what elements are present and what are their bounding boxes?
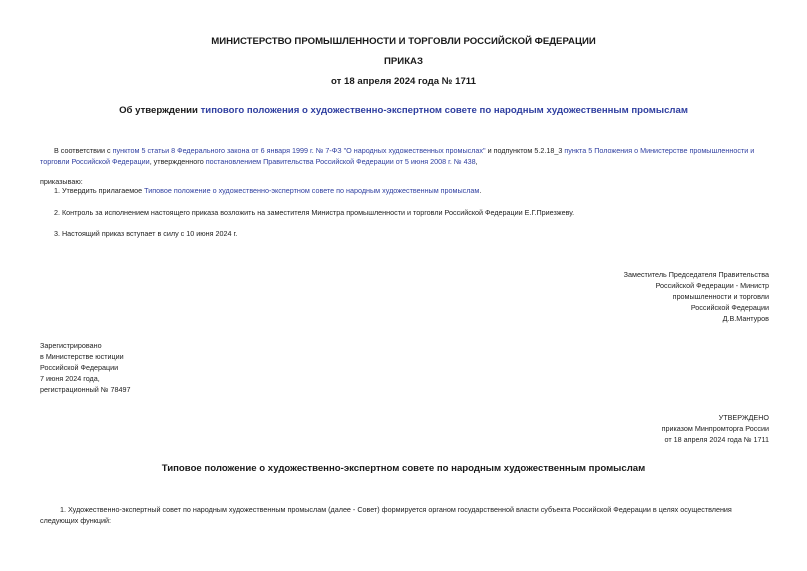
- order-item-1-text: 1. Утвердить прилагаемое: [54, 186, 145, 195]
- document-title-link[interactable]: типового положения о художественно-экспертном совете по народным художественным промыслам: [200, 105, 688, 116]
- approval-block: [662, 412, 769, 445]
- registration-line-3: Российской Федерации: [40, 363, 119, 372]
- preamble-text-2: и подпунктом 5.2.18_3: [485, 146, 565, 155]
- typical-regulation-link[interactable]: Типовое положение о художественно-экспертном совете по народным художественным промыслам: [144, 186, 480, 195]
- signature-line-2: Российской Федерации - Министр: [655, 281, 769, 290]
- approval-line-1: УТВЕРЖДЕНО: [718, 413, 769, 422]
- order-item-2: 2. Контроль за исполнением настоящего приказа возложить на заместителя Министра промышленности и торговли Российской Федерации Е.Г.Приезжеву.: [54, 208, 575, 217]
- federal-law-link[interactable]: пунктом 5 статьи 8 Федерального закона от 6 января 1999 г. № 7-ФЗ "О народных художественных промыслах": [112, 146, 486, 155]
- document-title: [0, 105, 807, 116]
- order-word: приказываю:: [40, 177, 83, 186]
- registration-line-2: в Министерстве юстиции: [40, 352, 124, 361]
- preamble-text-3: , утвержденного: [149, 157, 206, 166]
- appendix-title: Типовое положение о художественно-экспертном совете по народным художественным промыслам: [161, 463, 646, 474]
- order-item-1-end: .: [479, 186, 482, 195]
- doc-type-heading: ПРИКАЗ: [384, 56, 423, 67]
- preamble-text-4: ,: [475, 157, 478, 166]
- order-item-3: 3. Настоящий приказ вступает в силу с 10 июня 2024 г.: [54, 229, 238, 238]
- registration-line-4: 7 июня 2024 года,: [40, 374, 100, 383]
- approval-line-3: от 18 апреля 2024 года № 1711: [664, 435, 769, 444]
- ministry-regulation-link[interactable]: пункта 5 Положения о Министерстве промышленности и торговли Российской Федерации: [40, 146, 755, 166]
- signature-name: Д.В.Мантуров: [722, 314, 769, 323]
- preamble-paragraph: [40, 145, 772, 167]
- appendix-paragraph-1: 1. Художественно-экспертный совет по народным художественным промыслам (далее - Совет) формируется органом государственной власти субъекта Российской Федерации в целях осуществления следующих функций:: [40, 505, 732, 525]
- registration-line-1: Зарегистрировано: [40, 341, 102, 350]
- government-resolution-link[interactable]: постановлением Правительства Российской Федерации от 5 июня 2008 г. № 438: [205, 157, 476, 166]
- signature-block: [624, 269, 769, 324]
- preamble-text-1: В соответствии с: [54, 146, 113, 155]
- order-item-1: [54, 185, 774, 196]
- registration-number: регистрационный № 78497: [40, 385, 131, 394]
- approval-line-2: приказом Минпромторга России: [661, 424, 769, 433]
- signature-line-4: Российской Федерации: [690, 303, 769, 312]
- signature-line-3: промышленности и торговли: [672, 292, 769, 301]
- ministry-heading: МИНИСТЕРСТВО ПРОМЫШЛЕННОСТИ И ТОРГОВЛИ РОССИЙСКОЙ ФЕДЕРАЦИИ: [211, 36, 596, 47]
- document-title-prefix: Об утверждении: [119, 105, 201, 116]
- registration-block: [40, 340, 130, 395]
- signature-line-1: Заместитель Председателя Правительства: [623, 270, 769, 279]
- date-number-heading: от 18 апреля 2024 года № 1711: [331, 76, 476, 87]
